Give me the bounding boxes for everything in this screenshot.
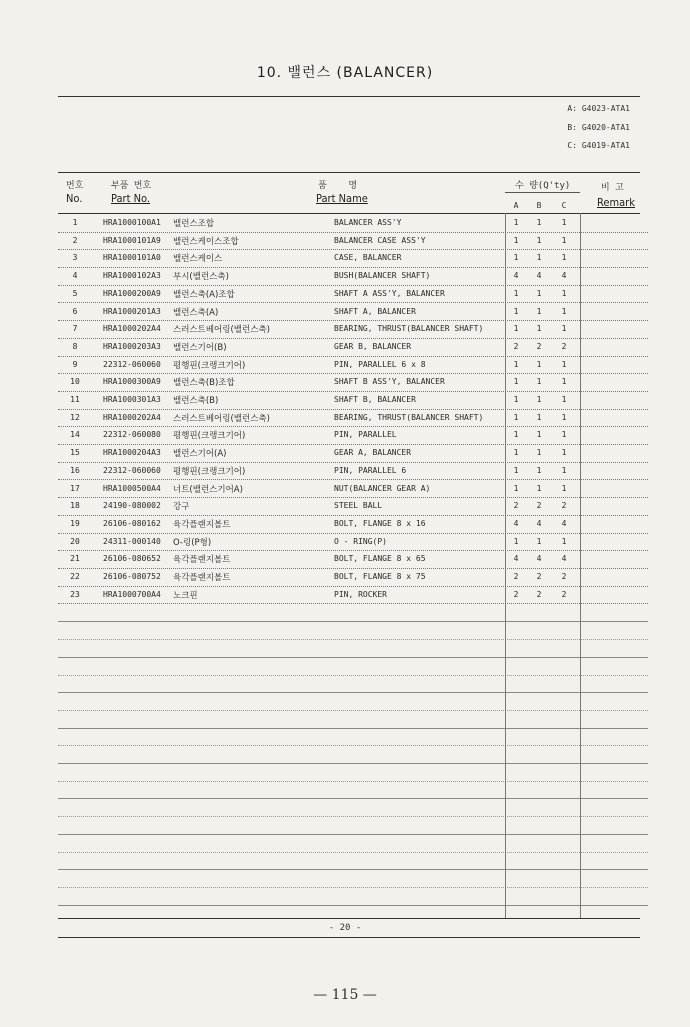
part-number: 26106-080752 bbox=[103, 572, 161, 581]
qty-c: 4 bbox=[561, 518, 567, 528]
part-name-kr: 너트(밸런스기어A) bbox=[173, 484, 243, 495]
part-name-en: BEARING, THRUST(BALANCER SHAFT) bbox=[334, 412, 484, 422]
row-number: 7 bbox=[72, 324, 78, 334]
model-c: C: G4019-ATA1 bbox=[567, 141, 630, 150]
part-name-en: BUSH(BALANCER SHAFT) bbox=[334, 271, 431, 281]
part-number: HRA1000500A4 bbox=[103, 483, 161, 493]
title-rule bbox=[58, 96, 640, 97]
qty-b: 2 bbox=[536, 501, 542, 511]
row-number: 20 bbox=[70, 536, 80, 546]
blank-row-line bbox=[58, 621, 648, 622]
part-name-kr: 밸런스축(A)조합 bbox=[173, 289, 235, 300]
qty-a: 1 bbox=[513, 377, 519, 387]
table-row bbox=[58, 232, 648, 251]
qty-col-left-line bbox=[505, 213, 506, 918]
part-name-en: CASE, BALANCER bbox=[334, 253, 402, 263]
row-number: 15 bbox=[70, 448, 80, 458]
row-number: 2 bbox=[72, 235, 78, 245]
part-number: 22312-060080 bbox=[103, 430, 161, 440]
part-number: HRA1000202A4 bbox=[103, 324, 161, 334]
qty-b: 4 bbox=[536, 271, 542, 281]
qty-b: 1 bbox=[536, 218, 542, 227]
qty-b: 4 bbox=[536, 554, 542, 564]
row-number: 17 bbox=[70, 483, 80, 493]
header-qty-a: A bbox=[513, 201, 519, 210]
table-row bbox=[58, 444, 648, 463]
qty-c: 1 bbox=[561, 465, 567, 475]
row-number: 18 bbox=[70, 501, 80, 511]
part-name-en: PIN, PARALLEL 6 x 8 bbox=[334, 359, 426, 369]
part-name-en: O - RING(P) bbox=[334, 536, 387, 546]
qty-b: 1 bbox=[536, 430, 542, 440]
qty-b: 1 bbox=[536, 306, 542, 316]
part-name-kr: 밸런스축(B) bbox=[173, 396, 219, 406]
qty-c: 1 bbox=[561, 430, 567, 440]
qty-c: 1 bbox=[561, 218, 567, 227]
qty-a: 2 bbox=[513, 572, 519, 581]
blank-row-line bbox=[58, 869, 648, 870]
part-name-kr: 육각플랜지볼트 bbox=[173, 573, 231, 583]
row-number: 22 bbox=[70, 572, 80, 581]
blank-row-line bbox=[58, 692, 648, 693]
part-name-kr: 평행핀(크랭크기어) bbox=[173, 431, 246, 442]
part-name-kr: 평행핀(크랭크기어) bbox=[173, 466, 246, 477]
part-number: HRA1000101A9 bbox=[103, 235, 161, 245]
model-b: B: G4020-ATA1 bbox=[567, 122, 630, 132]
table-row bbox=[58, 568, 648, 587]
row-number: 16 bbox=[70, 465, 80, 475]
blank-row-line bbox=[58, 710, 648, 711]
table-row bbox=[58, 267, 648, 286]
qty-c: 1 bbox=[561, 359, 567, 369]
part-name-en: BOLT, FLANGE 8 x 16 bbox=[334, 518, 426, 528]
qty-b: 1 bbox=[536, 359, 542, 369]
part-name-kr: 스러스트베어링(밸런스축) bbox=[173, 413, 270, 424]
qty-b: 2 bbox=[536, 341, 542, 351]
qty-c: 1 bbox=[561, 483, 567, 493]
row-number: 6 bbox=[72, 306, 78, 316]
qty-b: 1 bbox=[536, 412, 542, 422]
table-row bbox=[58, 426, 648, 445]
qty-b: 2 bbox=[536, 572, 542, 581]
blank-row-line bbox=[58, 887, 648, 888]
header-qty-kr: 수 량(Q'ty) bbox=[515, 181, 571, 191]
qty-a: 1 bbox=[513, 324, 519, 334]
qty-a: 2 bbox=[513, 341, 519, 351]
header-part-name-kr: 품 명 bbox=[318, 181, 358, 191]
qty-a: 1 bbox=[513, 395, 519, 404]
header-remark-en: Remark bbox=[597, 196, 635, 209]
header-no-kr: 번호 bbox=[66, 181, 84, 191]
part-name-kr: 밸런스축(A) bbox=[173, 307, 219, 318]
table-row bbox=[58, 356, 648, 375]
row-number: 10 bbox=[70, 377, 80, 387]
part-number: 24311-000140 bbox=[103, 536, 161, 546]
table-row bbox=[58, 480, 648, 499]
qty-c: 1 bbox=[561, 253, 567, 263]
blank-row-line bbox=[58, 816, 648, 817]
part-name-kr: 밸런스조합 bbox=[173, 219, 215, 229]
part-name-en: BALANCER CASE ASS'Y bbox=[334, 235, 426, 245]
part-name-en: SHAFT B, BALANCER bbox=[334, 395, 416, 404]
qty-a: 1 bbox=[513, 483, 519, 493]
blank-row-line bbox=[58, 745, 648, 746]
model-list bbox=[567, 100, 630, 156]
header-part-no-en: Part No. bbox=[111, 192, 151, 205]
page-title: 10. 밸런스 (BALANCER) bbox=[256, 65, 434, 81]
header-qty-c: C bbox=[561, 201, 567, 210]
qty-c: 4 bbox=[561, 554, 567, 564]
qty-b: 1 bbox=[536, 483, 542, 493]
part-name-kr: 강구 bbox=[173, 502, 190, 513]
part-number: HRA1000201A3 bbox=[103, 306, 161, 316]
row-number: 21 bbox=[70, 554, 80, 564]
part-name-en: BEARING, THRUST(BALANCER SHAFT) bbox=[334, 324, 484, 334]
part-number: HRA1000301A3 bbox=[103, 395, 161, 404]
part-name-kr: 부시(밸런스축) bbox=[173, 272, 229, 283]
qty-a: 1 bbox=[513, 465, 519, 475]
table-row bbox=[58, 214, 648, 233]
table-row bbox=[58, 338, 648, 357]
qty-c: 1 bbox=[561, 235, 567, 245]
part-number: 24190-080002 bbox=[103, 501, 161, 511]
qty-c: 2 bbox=[561, 341, 567, 351]
table-row bbox=[58, 391, 648, 410]
row-number: 3 bbox=[72, 253, 78, 263]
qty-a: 1 bbox=[513, 306, 519, 316]
part-name-en: BALANCER ASS'Y bbox=[334, 218, 402, 227]
part-name-kr: 스러스트베어링(밸런스축) bbox=[173, 325, 270, 336]
part-name-kr: 육각플랜지볼트 bbox=[173, 555, 231, 566]
qty-b: 2 bbox=[536, 589, 542, 599]
qty-a: 1 bbox=[513, 448, 519, 458]
footer-rule bbox=[58, 937, 640, 938]
part-name-en: GEAR A, BALANCER bbox=[334, 448, 412, 458]
qty-a: 1 bbox=[513, 430, 519, 440]
blank-row-line bbox=[58, 639, 648, 640]
model-a: A: G4023-ATA1 bbox=[567, 104, 630, 113]
qty-c: 1 bbox=[561, 377, 567, 387]
row-number: 23 bbox=[70, 589, 80, 599]
blank-row-line bbox=[58, 852, 648, 853]
qty-b: 1 bbox=[536, 288, 542, 298]
qty-b: 1 bbox=[536, 324, 542, 334]
qty-c: 1 bbox=[561, 448, 567, 458]
qty-divider bbox=[505, 192, 580, 193]
part-name-kr: O-링(P형) bbox=[173, 537, 212, 548]
qty-c: 2 bbox=[561, 501, 567, 511]
qty-b: 1 bbox=[536, 253, 542, 263]
part-number: 26106-080652 bbox=[103, 554, 161, 564]
qty-a: 1 bbox=[513, 253, 519, 263]
part-name-en: PIN, PARALLEL bbox=[334, 430, 397, 440]
qty-b: 1 bbox=[536, 235, 542, 245]
part-name-en: SHAFT A ASS'Y, BALANCER bbox=[334, 288, 445, 298]
row-number: 4 bbox=[72, 271, 78, 281]
blank-row-line bbox=[58, 763, 648, 764]
part-name-kr: 육각플랜지볼트 bbox=[173, 519, 231, 530]
table-row bbox=[58, 586, 648, 605]
qty-c: 1 bbox=[561, 536, 567, 546]
part-name-en: SHAFT A, BALANCER bbox=[334, 306, 416, 316]
blank-row-line bbox=[58, 834, 648, 835]
qty-b: 1 bbox=[536, 377, 542, 387]
qty-a: 1 bbox=[513, 218, 519, 227]
part-number: HRA1000300A9 bbox=[103, 377, 161, 387]
table-row bbox=[58, 550, 648, 569]
part-number: HRA1000202A4 bbox=[103, 412, 161, 422]
table-row bbox=[58, 462, 648, 481]
qty-a: 4 bbox=[513, 271, 519, 281]
qty-a: 1 bbox=[513, 412, 519, 422]
qty-c: 1 bbox=[561, 306, 567, 316]
part-name-kr: 밸런스기어(A) bbox=[173, 449, 227, 460]
remark-col-left-line bbox=[580, 213, 581, 918]
part-name-en: STEEL BALL bbox=[334, 501, 383, 511]
qty-c: 1 bbox=[561, 288, 567, 298]
table-row bbox=[58, 409, 648, 428]
qty-a: 1 bbox=[513, 235, 519, 245]
header-qty-b: B bbox=[536, 201, 542, 210]
qty-c: 1 bbox=[561, 395, 567, 404]
part-number: HRA1000700A4 bbox=[103, 589, 161, 599]
qty-c: 1 bbox=[561, 324, 567, 334]
blank-row-line bbox=[58, 798, 648, 799]
table-row bbox=[58, 497, 648, 516]
part-name-kr: 밸런스케이스조합 bbox=[173, 236, 239, 247]
blank-row-line bbox=[58, 675, 648, 676]
blank-row-line bbox=[58, 728, 648, 729]
qty-b: 1 bbox=[536, 536, 542, 546]
part-name-kr: 노크핀 bbox=[173, 590, 198, 601]
row-number: 19 bbox=[70, 518, 80, 528]
part-name-en: GEAR B, BALANCER bbox=[334, 341, 412, 351]
qty-b: 4 bbox=[536, 518, 542, 528]
part-name-kr: 평행핀(크랭크기어) bbox=[173, 360, 246, 371]
row-number: 11 bbox=[70, 395, 80, 404]
part-name-en: PIN, ROCKER bbox=[334, 589, 387, 599]
qty-a: 2 bbox=[513, 589, 519, 599]
part-name-en: BOLT, FLANGE 8 x 65 bbox=[334, 554, 426, 564]
part-number: HRA1000200A9 bbox=[103, 288, 161, 298]
qty-c: 2 bbox=[561, 572, 567, 581]
qty-b: 1 bbox=[536, 465, 542, 475]
part-number: HRA1000204A3 bbox=[103, 448, 161, 458]
table-row bbox=[58, 320, 648, 339]
part-name-kr: 밸런스기어(B) bbox=[173, 342, 227, 353]
qty-a: 2 bbox=[513, 501, 519, 511]
blank-row-line bbox=[58, 781, 648, 782]
row-number: 1 bbox=[72, 218, 78, 227]
table-row bbox=[58, 515, 648, 534]
qty-b: 1 bbox=[536, 395, 542, 404]
qty-c: 4 bbox=[561, 271, 567, 281]
header-remark-kr: 비 고 bbox=[601, 183, 624, 193]
qty-a: 1 bbox=[513, 288, 519, 298]
row-number: 5 bbox=[72, 288, 78, 298]
part-number: 26106-080162 bbox=[103, 518, 161, 528]
qty-a: 1 bbox=[513, 536, 519, 546]
qty-b: 1 bbox=[536, 448, 542, 458]
part-name-en: NUT(BALANCER GEAR A) bbox=[334, 483, 431, 493]
part-name-en: PIN, PARALLEL 6 bbox=[334, 465, 407, 475]
part-number: HRA1000100A1 bbox=[103, 218, 161, 227]
header-top-rule bbox=[58, 172, 640, 173]
row-number: 14 bbox=[70, 430, 80, 440]
part-number: HRA1000102A3 bbox=[103, 271, 161, 281]
header-no-en: No. bbox=[66, 192, 83, 205]
table-row bbox=[58, 373, 648, 392]
qty-a: 4 bbox=[513, 518, 519, 528]
qty-c: 2 bbox=[561, 589, 567, 599]
qty-c: 1 bbox=[561, 412, 567, 422]
part-name-en: SHAFT B ASS'Y, BALANCER bbox=[334, 377, 445, 387]
part-number: HRA1000101A0 bbox=[103, 253, 161, 263]
qty-a: 1 bbox=[513, 359, 519, 369]
part-name-kr: 밸런스축(B)조합 bbox=[173, 378, 235, 389]
part-number: 22312-060060 bbox=[103, 465, 161, 475]
row-number: 9 bbox=[72, 359, 78, 369]
table-row bbox=[58, 303, 648, 322]
table-row bbox=[58, 533, 648, 552]
inner-page-number: - 20 - bbox=[328, 923, 362, 933]
blank-row-line bbox=[58, 905, 648, 906]
part-number: 22312-060060 bbox=[103, 359, 161, 369]
qty-a: 4 bbox=[513, 554, 519, 564]
table-row bbox=[58, 249, 648, 268]
header-part-name-en: Part Name bbox=[316, 192, 368, 205]
row-number: 8 bbox=[72, 341, 78, 351]
blank-row-line bbox=[58, 657, 648, 658]
part-number: HRA1000203A3 bbox=[103, 341, 161, 351]
part-name-en: BOLT, FLANGE 8 x 75 bbox=[334, 572, 426, 581]
table-row bbox=[58, 285, 648, 304]
table-bottom-rule bbox=[58, 918, 640, 919]
outer-page-number: — 115 — bbox=[313, 987, 377, 1003]
part-name-kr: 밸런스케이스 bbox=[173, 254, 223, 265]
header-part-no-kr: 부품 번호 bbox=[111, 181, 152, 191]
row-number: 12 bbox=[70, 412, 80, 422]
